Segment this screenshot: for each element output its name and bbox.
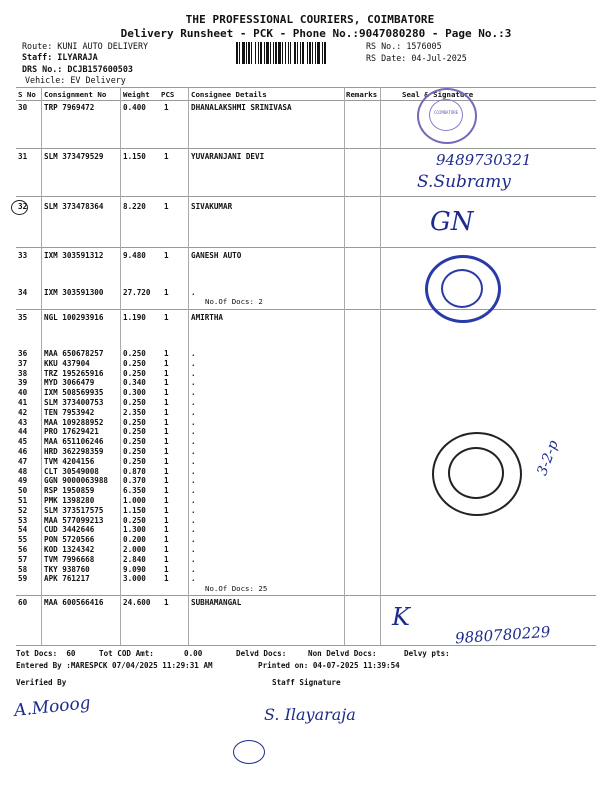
table-cell-consignee: .: [191, 515, 196, 525]
table-cell-cn: TRP 7969472: [44, 103, 95, 112]
table-cell-consignee: GANESH AUTO: [191, 251, 242, 260]
verified-by-label: Verified By: [16, 678, 67, 687]
table-cell-sno: 42: [18, 407, 28, 417]
table-cell-cn: PMK 1398280: [44, 496, 95, 505]
table-cell-wt: 9.480: [123, 251, 146, 260]
table-cell-sno: 31: [18, 152, 28, 161]
barcode-bar: [266, 42, 269, 64]
barcode-bar: [315, 42, 316, 64]
table-cell-sno: 58: [18, 564, 28, 574]
table-cell-cn: SLM 373517575: [44, 505, 104, 515]
table-cell-sno: 35: [18, 313, 28, 322]
table-cell-pcs: 1: [164, 496, 169, 505]
printed-on: Printed on: 04-07-2025 11:39:54: [258, 661, 400, 670]
barcode-bar: [294, 42, 296, 64]
table-cell-pcs: 1: [164, 535, 169, 545]
table-cell-consignee: .: [191, 427, 196, 437]
barcode-bar: [288, 42, 289, 64]
table-cell-wt: 0.250: [123, 368, 146, 378]
barcode-bar: [248, 42, 250, 64]
seal-stamp-row49: [432, 432, 522, 516]
table-cell-wt: 1.000: [123, 496, 146, 505]
table-cell-consignee: .: [191, 388, 196, 398]
table-cell-cn: PON 5720566: [44, 535, 95, 545]
table-cell-consignee: .: [191, 288, 196, 297]
seal-stamp-row30: COIMBATORE: [417, 88, 477, 144]
table-cell-sno: 48: [18, 466, 28, 476]
table-cell-wt: 0.250: [123, 447, 146, 456]
rs-date: RS Date: 04-Jul-2025: [366, 53, 467, 63]
barcode-bar: [307, 42, 308, 64]
table-cell-consignee: .: [191, 476, 196, 486]
table-cell-cn: MAA 600566416: [44, 598, 104, 607]
table-cell-cn: MYD 3066479: [44, 378, 95, 388]
barcode-bar: [317, 42, 320, 64]
table-cell-consignee: .: [191, 447, 196, 456]
table-cell-pcs: 1: [164, 545, 169, 554]
table-cell-sno: 54: [18, 525, 28, 535]
col-header-seal-signature: Seal & Signature: [402, 90, 474, 99]
table-cell-cn: KOD 1324342: [44, 545, 95, 554]
handwritten-circle-mark: [11, 200, 28, 215]
table-cell-sno: 33: [18, 251, 28, 260]
barcode-bar: [242, 42, 245, 64]
table-cell-sno: 34: [18, 288, 28, 297]
table-cell-wt: 0.250: [123, 515, 146, 525]
table-cell-cn: GGN 9000063988: [44, 476, 109, 486]
table-cell-consignee: AMIRTHA: [191, 313, 224, 322]
col-header-remarks: Remarks: [346, 90, 378, 99]
table-cell-wt: 0.250: [123, 456, 146, 466]
table-cell-wt: 0.250: [123, 437, 146, 447]
table-cell-consignee: .: [191, 378, 196, 388]
table-cell-sno: 37: [18, 358, 28, 368]
table-cell-cn: SLM 373478364: [44, 202, 104, 211]
table-cell-pcs: 1: [164, 202, 169, 211]
table-row-divider: [16, 645, 596, 646]
table-cell-sno: 60: [18, 598, 28, 607]
table-cell-sno: 38: [18, 368, 28, 378]
table-cell-cn: MAA 650678257: [44, 349, 104, 358]
seal-stamp-row33: [425, 255, 501, 323]
table-cell-consignee: .: [191, 496, 196, 505]
route-label: Route: KUNI AUTO DELIVERY: [22, 41, 149, 51]
table-cell-sno: 52: [18, 505, 28, 515]
table-cell-pcs: 1: [164, 358, 169, 368]
table-cell-consignee: .: [191, 486, 196, 496]
table-cell-cn: IXM 303591312: [44, 251, 104, 260]
table-cell-pcs: 1: [164, 598, 169, 607]
table-cell-cn: HRD 362298359: [44, 447, 104, 456]
table-cell-consignee: .: [191, 358, 196, 368]
vehicle-label: Vehicle: EV Delivery: [25, 75, 126, 85]
table-cell-consignee: DHANALAKSHMI SRINIVASA: [191, 103, 292, 112]
table-column-divider: [380, 87, 381, 645]
table-cell-sno: 49: [18, 476, 28, 486]
table-cell-sno: 59: [18, 574, 28, 584]
table-cell-consignee: .: [191, 554, 196, 564]
table-cell-consignee: .: [191, 466, 196, 476]
handwritten-initial-mark: [233, 740, 265, 764]
barcode-bar: [309, 42, 311, 64]
barcode-bar: [297, 42, 298, 64]
table-cell-wt: 0.400: [123, 103, 146, 112]
table-cell-pcs: 1: [164, 476, 169, 486]
col-header-weight: Weight: [123, 90, 150, 99]
table-cell-sno: 44: [18, 427, 28, 437]
table-column-divider: [41, 87, 42, 645]
table-cell-pcs: 1: [164, 103, 169, 112]
barcode-bar: [285, 42, 286, 64]
table-cell-wt: 27.720: [123, 288, 151, 297]
table-cell-pcs: 1: [164, 398, 169, 407]
table-cell-pcs: 1: [164, 505, 169, 515]
barcode-bar: [273, 42, 274, 64]
total-docs-label: Tot Docs:: [16, 649, 58, 658]
table-cell-consignee: .: [191, 545, 196, 554]
total-cod-value: 0.00: [184, 649, 203, 658]
table-cell-cn: TVM 4204156: [44, 456, 95, 466]
table-cell-wt: 3.000: [123, 574, 146, 584]
table-cell-consignee: .: [191, 398, 196, 407]
table-cell-pcs: 1: [164, 152, 169, 161]
delivery-points-label: Delvy pts:: [404, 649, 450, 658]
handwritten-phone-row31: 9489730321: [436, 151, 532, 169]
table-cell-cn: CUD 3442646: [44, 525, 95, 535]
table-cell-pcs: 1: [164, 437, 169, 447]
table-cell-consignee: .: [191, 535, 196, 545]
table-cell-wt: 0.370: [123, 476, 146, 486]
table-cell-cn: NGL 100293916: [44, 313, 104, 322]
table-cell-cn: SLM 373400753: [44, 398, 104, 407]
table-cell-sno: 47: [18, 456, 28, 466]
table-cell-pcs: 1: [164, 251, 169, 260]
barcode-bar: [322, 42, 323, 64]
table-cell-cn: TEN 7953942: [44, 407, 95, 417]
barcode-bar: [260, 42, 262, 64]
table-cell-cn: IXM 303591300: [44, 288, 104, 297]
table-cell-consignee: YUVARANJANI DEVI: [191, 152, 265, 161]
table-cell-consignee: .: [191, 349, 196, 358]
table-cell-sno: 56: [18, 545, 28, 554]
table-cell-sno: 30: [18, 103, 28, 112]
handwritten-phone-row60: 9880780229: [454, 622, 551, 648]
table-cell-wt: 1.150: [123, 505, 146, 515]
table-cell-sno: 32: [18, 202, 28, 211]
table-cell-cn: RSP 1950859: [44, 486, 95, 496]
table-cell-wt: 0.250: [123, 349, 146, 358]
table-row-divider: [16, 247, 596, 248]
table-cell-cn: CLT 30549008: [44, 466, 99, 476]
table-cell-pcs: 1: [164, 388, 169, 398]
table-cell-wt: 0.250: [123, 427, 146, 437]
table-cell-wt: 8.220: [123, 202, 146, 211]
table-cell-consignee: .: [191, 574, 196, 584]
table-cell-sno: 46: [18, 447, 28, 456]
group-note-docs-25: No.Of Docs: 25: [205, 584, 268, 593]
table-cell-pcs: 1: [164, 574, 169, 584]
table-cell-sno: 50: [18, 486, 28, 496]
barcode-bar: [264, 42, 265, 64]
table-cell-sno: 53: [18, 515, 28, 525]
barcode-bar: [236, 42, 238, 64]
table-cell-pcs: 1: [164, 378, 169, 388]
table-cell-wt: 24.600: [123, 598, 151, 607]
table-cell-pcs: 1: [164, 486, 169, 496]
staff-signature-label: Staff Signature: [272, 678, 341, 687]
table-cell-pcs: 1: [164, 554, 169, 564]
table-cell-cn: TVM 7996668: [44, 554, 95, 564]
col-header-consignment: Consignment No: [44, 90, 107, 99]
table-cell-cn: TKY 938760: [44, 564, 90, 574]
table-cell-pcs: 1: [164, 515, 169, 525]
staff-label: Staff: ILYARAJA: [22, 52, 98, 62]
table-cell-consignee: .: [191, 437, 196, 447]
table-cell-pcs: 1: [164, 525, 169, 535]
table-cell-consignee: SUBHAMANGAL: [191, 598, 242, 607]
table-cell-pcs: 1: [164, 427, 169, 437]
table-row-divider: [16, 595, 596, 596]
table-cell-sno: 57: [18, 554, 28, 564]
table-cell-consignee: .: [191, 505, 196, 515]
barcode: [236, 42, 356, 64]
runsheet-subtitle: Delivery Runsheet - PCK - Phone No.:9047080280 - Page No.:3: [120, 27, 512, 40]
total-docs-value: 60: [66, 649, 76, 658]
table-cell-wt: 1.190: [123, 313, 146, 322]
barcode-bar: [239, 42, 240, 64]
table-cell-pcs: 1: [164, 349, 169, 358]
barcode-bar: [282, 42, 283, 64]
table-column-divider: [120, 87, 121, 645]
table-column-divider: [188, 87, 189, 645]
barcode-bar: [246, 42, 247, 64]
table-cell-sno: 43: [18, 417, 28, 427]
barcode-bar: [258, 42, 259, 64]
table-cell-wt: 1.150: [123, 152, 146, 161]
table-cell-cn: PRO 17629421: [44, 427, 99, 437]
table-cell-pcs: 1: [164, 313, 169, 322]
group-note-docs-2: No.Of Docs: 2: [205, 297, 263, 306]
table-cell-wt: 0.250: [123, 417, 146, 427]
table-cell-pcs: 1: [164, 456, 169, 466]
table-row-divider: [16, 148, 596, 149]
total-cod-label: Tot COD Amt:: [99, 649, 154, 658]
table-cell-cn: IXM 508569935: [44, 388, 104, 398]
table-cell-wt: 0.200: [123, 535, 146, 545]
table-cell-wt: 6.350: [123, 486, 146, 496]
table-cell-wt: 1.300: [123, 525, 146, 535]
table-cell-wt: 0.300: [123, 388, 146, 398]
table-cell-cn: SLM 373479529: [44, 152, 104, 161]
table-cell-cn: MAA 577099213: [44, 515, 104, 525]
table-cell-cn: TRZ 195265916: [44, 368, 104, 378]
col-header-sno: S No: [18, 90, 36, 99]
table-cell-pcs: 1: [164, 417, 169, 427]
delivered-docs-label: Delvd Docs:: [236, 649, 287, 658]
table-cell-pcs: 1: [164, 288, 169, 297]
table-cell-cn: KKU 437904: [44, 358, 90, 368]
table-cell-sno: 41: [18, 398, 28, 407]
barcode-bar: [290, 42, 291, 64]
table-cell-cn: MAA 651106246: [44, 437, 104, 447]
barcode-bar: [324, 42, 326, 64]
staff-signature: S. Ilayaraja: [264, 705, 356, 724]
table-cell-wt: 9.090: [123, 564, 146, 574]
table-cell-consignee: .: [191, 417, 196, 427]
table-cell-consignee: .: [191, 564, 196, 574]
table-row-divider: [16, 196, 596, 197]
handwritten-signature-row32: GN: [430, 207, 474, 237]
drs-number: DRS No.: DCJB157600503: [22, 64, 133, 74]
table-cell-sno: 55: [18, 535, 28, 545]
table-cell-consignee: SIVAKUMAR: [191, 202, 233, 211]
table-cell-sno: 39: [18, 378, 28, 388]
table-cell-pcs: 1: [164, 368, 169, 378]
table-cell-wt: 0.250: [123, 358, 146, 368]
rs-number: RS No.: 1576005: [366, 41, 442, 51]
table-cell-sno: 51: [18, 496, 28, 505]
table-cell-consignee: .: [191, 456, 196, 466]
table-cell-consignee: .: [191, 368, 196, 378]
table-cell-pcs: 1: [164, 564, 169, 574]
table-cell-cn: APK 761217: [44, 574, 90, 584]
barcode-bar: [312, 42, 313, 64]
barcode-bar: [300, 42, 301, 64]
company-title: THE PROFESSIONAL COURIERS, COIMBATORE: [185, 13, 435, 26]
table-cell-pcs: 1: [164, 407, 169, 417]
total-docs: [16, 649, 75, 658]
barcode-bar: [302, 42, 304, 64]
table-row-divider: [16, 87, 596, 88]
barcode-bar: [275, 42, 277, 64]
barcode-bar: [278, 42, 281, 64]
table-cell-sno: 36: [18, 349, 28, 358]
table-cell-sno: 40: [18, 388, 28, 398]
table-row-divider: [16, 100, 596, 101]
handwritten-signature-row49: 3-2-p: [534, 438, 562, 478]
table-cell-consignee: .: [191, 407, 196, 417]
col-header-consignee: Consignee Details: [191, 90, 267, 99]
entered-by: Entered By :MARESPCK 07/04/2025 11:29:31 AM: [16, 661, 213, 670]
handwritten-signature-row31: S.Subramy: [417, 172, 511, 192]
table-row-divider: [16, 309, 596, 310]
barcode-bar: [251, 42, 252, 64]
table-cell-wt: 0.870: [123, 466, 146, 476]
table-column-divider: [344, 87, 345, 645]
verified-by-signature: A.Mooog: [13, 693, 92, 721]
table-cell-wt: 0.340: [123, 378, 146, 388]
table-cell-consignee: .: [191, 525, 196, 535]
col-header-pcs: PCS: [161, 90, 175, 99]
table-cell-wt: 2.840: [123, 554, 146, 564]
non-delivered-docs-label: Non Delvd Docs:: [308, 649, 377, 658]
barcode-bar: [255, 42, 256, 64]
table-cell-wt: 0.250: [123, 398, 146, 407]
barcode-bar: [270, 42, 271, 64]
table-cell-wt: 2.000: [123, 545, 146, 554]
table-cell-cn: MAA 109288952: [44, 417, 104, 427]
table-cell-pcs: 1: [164, 447, 169, 456]
handwritten-signature-row60: K: [392, 603, 410, 631]
table-cell-pcs: 1: [164, 466, 169, 476]
table-cell-sno: 45: [18, 437, 28, 447]
table-cell-wt: 2.350: [123, 407, 146, 417]
